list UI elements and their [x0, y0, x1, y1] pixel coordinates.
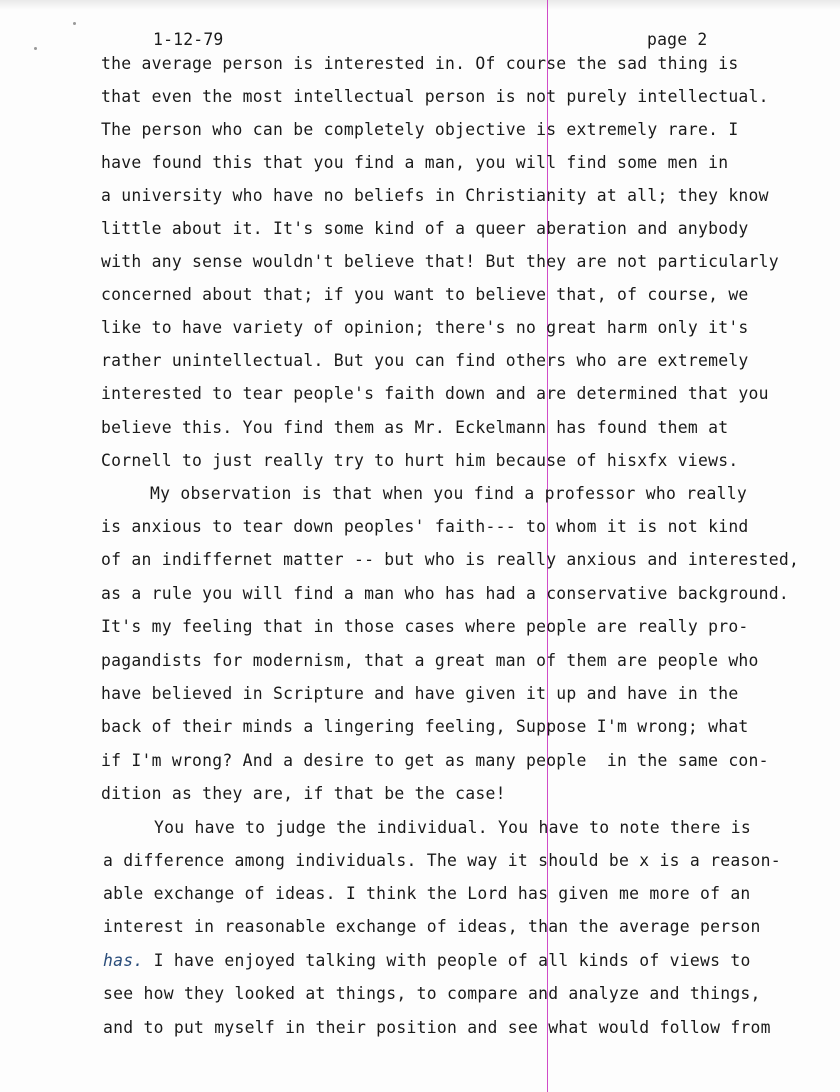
handwritten-word: has.	[103, 951, 144, 970]
scan-edge-shadow	[0, 0, 840, 10]
text-line: see how they looked at things, to compare and analyze and things,	[103, 984, 761, 1003]
text-line: able exchange of ideas. I think the Lord has given me more of an	[103, 884, 751, 903]
text-line: is anxious to tear down peoples' faith--- to whom it is not kind	[101, 517, 749, 536]
text-line: have found this that you find a man, you will find some men in	[101, 153, 729, 172]
header-date: 1-12-79	[153, 30, 224, 49]
text-line: back of their minds a lingering feeling, Suppose I'm wrong; what	[101, 717, 749, 736]
text-line: little about it. It's some kind of a queer aberation and anybody	[101, 219, 749, 238]
text-line: rather unintellectual. But you can find others who are extremely	[101, 351, 749, 370]
text-line: have believed in Scripture and have given it up and have in the	[101, 684, 739, 703]
text-line: as a rule you will find a man who has had a conservative background.	[101, 584, 790, 603]
header-page-number: page 2	[647, 30, 708, 49]
text-line: with any sense wouldn't believe that! But they are not particularly	[101, 252, 779, 271]
text-line: The person who can be completely objective is extremely rare. I	[101, 120, 739, 139]
scan-speck	[73, 22, 76, 25]
text-line: pagandists for modernism, that a great man of them are people who	[101, 651, 759, 670]
text-line: It's my feeling that in those cases where people are really pro-	[101, 617, 749, 636]
text-line: that even the most intellectual person is not purely intellectual.	[101, 87, 769, 106]
text-line: if I'm wrong? And a desire to get as many people in the same con-	[101, 751, 769, 770]
text-line: interest in reasonable exchange of ideas, than the average person	[103, 917, 761, 936]
text-line-rest: I have enjoyed talking with people of all kinds of views to	[153, 951, 751, 970]
text-line: of an indiffernet matter -- but who is really anxious and interested,	[101, 550, 800, 569]
text-line-with-handwriting	[103, 951, 751, 971]
text-line: the average person is interested in. Of course the sad thing is	[101, 54, 739, 73]
text-line: believe this. You find them as Mr. Eckelmann has found them at	[101, 418, 729, 437]
text-line: and to put myself in their position and see what would follow from	[103, 1018, 771, 1037]
scan-speck	[34, 47, 37, 50]
paragraph-first-line: You have to judge the individual. You have to note there is	[154, 818, 751, 837]
text-line: concerned about that; if you want to believe that, of course, we	[101, 285, 749, 304]
text-line: a difference among individuals. The way it should be x is a reason-	[103, 851, 781, 870]
text-line: Cornell to just really try to hurt him because of hisxfx views.	[101, 451, 739, 470]
text-line: a university who have no beliefs in Christianity at all; they know	[101, 186, 769, 205]
text-line: dition as they are, if that be the case!	[101, 784, 506, 803]
text-line: interested to tear people's faith down and are determined that you	[101, 384, 769, 403]
paragraph-first-line: My observation is that when you find a professor who really	[150, 484, 747, 503]
text-line: like to have variety of opinion; there's no great harm only it's	[101, 318, 749, 337]
